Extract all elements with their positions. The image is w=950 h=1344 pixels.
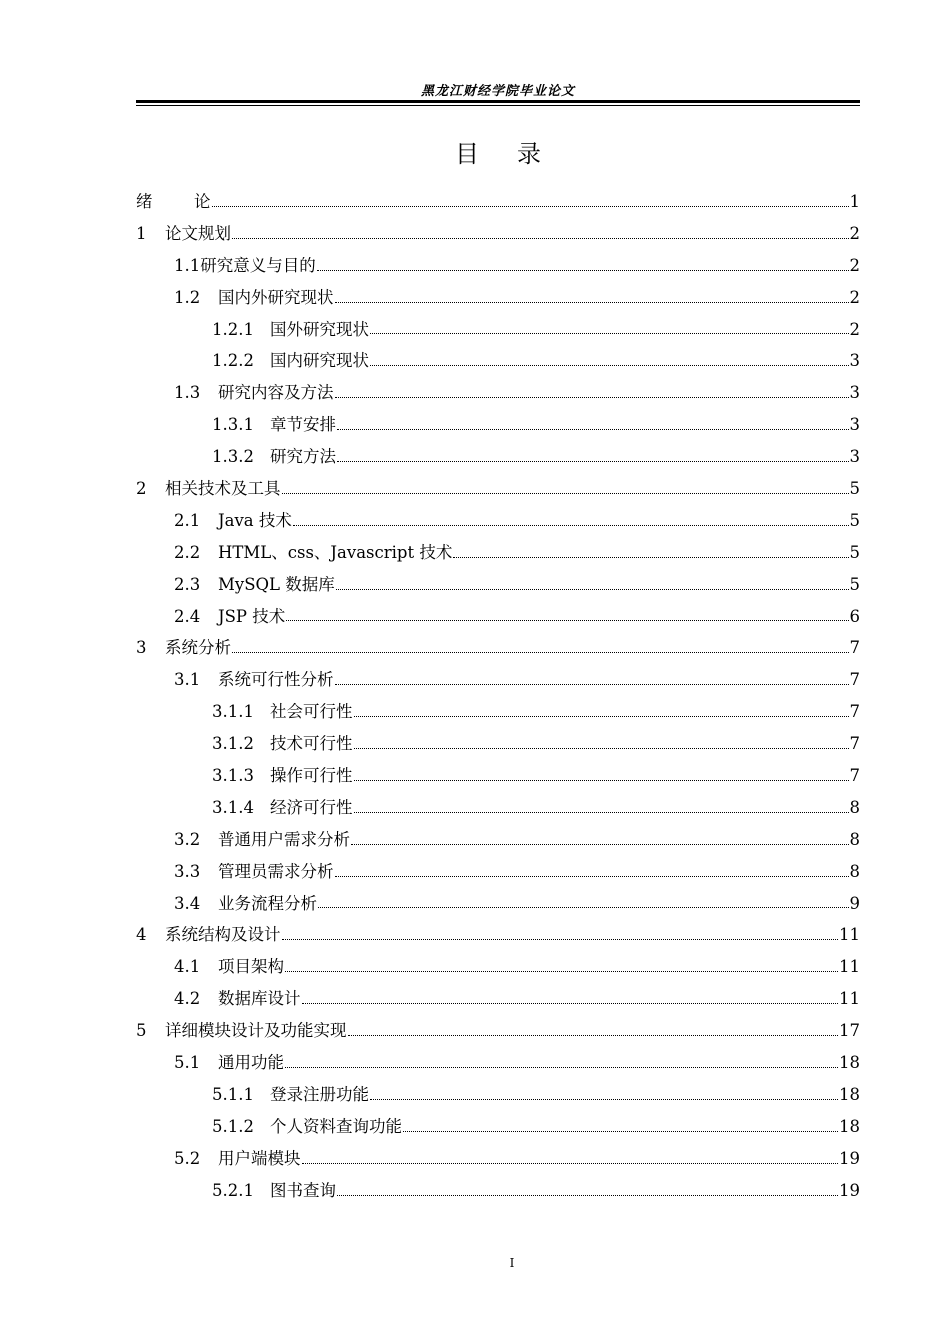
toc-entry[interactable] xyxy=(136,698,860,730)
toc-entry-number: 1.2 xyxy=(174,287,201,307)
toc-entry-title: 国外研究现状 xyxy=(270,319,369,339)
toc-entry-title: 业务流程分析 xyxy=(218,893,317,913)
toc-entry[interactable] xyxy=(136,316,860,348)
dot-leader xyxy=(285,1066,838,1068)
toc-entry-page: 7 xyxy=(849,766,860,786)
toc-entry-page: 5 xyxy=(849,542,860,562)
toc-entry-number: 5 xyxy=(136,1021,147,1041)
toc-entry-number: 1.2.2 xyxy=(212,351,254,371)
toc-entry-page: 18 xyxy=(839,1116,860,1136)
toc-entry-title: 普通用户需求分析 xyxy=(218,829,350,849)
toc-entry-title: 社会可行性 xyxy=(270,702,353,722)
toc-entry[interactable] xyxy=(136,1081,860,1113)
toc-entry-number: 绪 xyxy=(136,192,153,211)
toc-entry-title: Java 技术 xyxy=(218,510,292,530)
dot-leader xyxy=(348,1034,839,1036)
toc-entry-page: 8 xyxy=(849,861,860,881)
dot-leader xyxy=(285,970,838,972)
dot-leader xyxy=(337,1194,838,1196)
toc-entry-title: 数据库设计 xyxy=(218,989,301,1009)
toc-entry-title: 系统分析 xyxy=(165,638,231,658)
dot-leader xyxy=(282,492,849,494)
toc-entry[interactable] xyxy=(136,730,860,762)
header-rule-thin xyxy=(136,105,860,106)
toc-entry-page: 19 xyxy=(839,1180,860,1200)
toc-entry[interactable] xyxy=(136,1113,860,1145)
toc-entry[interactable] xyxy=(136,284,860,316)
toc-entry[interactable] xyxy=(136,794,860,826)
toc-entry-number: 2.2 xyxy=(174,542,201,562)
toc-entry-page: 19 xyxy=(839,1148,860,1168)
toc-entry-page: 5 xyxy=(849,479,860,499)
dot-leader xyxy=(302,1002,839,1004)
toc-entry-page: 5 xyxy=(849,574,860,594)
toc-entry-page: 3 xyxy=(849,415,860,435)
dot-leader xyxy=(403,1130,838,1132)
toc-entry-number: 1.3 xyxy=(174,383,201,403)
toc-entry-title: 国内外研究现状 xyxy=(218,287,334,307)
toc-entry-page: 6 xyxy=(849,606,860,626)
toc-entry-page: 11 xyxy=(839,925,860,945)
dot-leader xyxy=(337,428,849,430)
toc-entry[interactable] xyxy=(136,571,860,603)
toc-entry[interactable] xyxy=(136,1177,860,1209)
toc-entry-number: 5.1.1 xyxy=(212,1084,254,1104)
toc-entry-title: 相关技术及工具 xyxy=(165,479,281,499)
toc-entry-page: 11 xyxy=(839,957,860,977)
toc-entry-title: 研究内容及方法 xyxy=(218,383,334,403)
toc-entry-number: 2 xyxy=(136,479,147,499)
table-of-contents xyxy=(136,188,860,1209)
page-number: I xyxy=(509,1256,515,1270)
toc-entry-title: 操作可行性 xyxy=(270,766,353,786)
toc-entry[interactable] xyxy=(136,826,860,858)
toc-entry-title: 详细模块设计及功能实现 xyxy=(165,1021,347,1041)
toc-entry-page: 8 xyxy=(849,797,860,817)
toc-entry-page: 7 xyxy=(849,702,860,722)
toc-entry-number: 3 xyxy=(136,638,147,658)
toc-title-char-1: 目 xyxy=(455,140,479,168)
toc-entry-page: 7 xyxy=(849,638,860,658)
toc-entry-title: 技术可行性 xyxy=(270,734,353,754)
dot-leader xyxy=(370,332,849,334)
toc-entry-title: 系统可行性分析 xyxy=(218,670,334,690)
toc-entry-number: 3.1.4 xyxy=(212,797,254,817)
toc-entry-number: 2.1 xyxy=(174,510,201,530)
toc-entry-page: 3 xyxy=(849,447,860,467)
toc-entry-number: 3.1 xyxy=(174,670,201,690)
toc-entry-number: 1.2.1 xyxy=(212,319,254,339)
toc-entry[interactable] xyxy=(136,443,860,475)
toc-entry[interactable] xyxy=(136,252,860,284)
toc-entry-title: 章节安排 xyxy=(270,415,336,435)
toc-entry-number: 1.1 xyxy=(174,255,201,275)
toc-title-char-2: 录 xyxy=(517,140,541,168)
toc-entry[interactable] xyxy=(136,220,860,252)
toc-entry-title: 研究意义与目的 xyxy=(200,255,316,275)
dot-leader xyxy=(335,683,849,685)
toc-entry-title: 用户端模块 xyxy=(218,1148,301,1168)
toc-entry-page: 18 xyxy=(839,1084,860,1104)
toc-entry-page: 9 xyxy=(849,893,860,913)
toc-entry-page: 7 xyxy=(849,670,860,690)
toc-entry-number: 3.1.3 xyxy=(212,766,254,786)
dot-leader xyxy=(336,588,849,590)
toc-entry[interactable] xyxy=(136,858,860,890)
toc-entry-title: 国内研究现状 xyxy=(270,351,369,371)
toc-entry-page: 2 xyxy=(849,223,860,243)
dot-leader xyxy=(302,1162,839,1164)
toc-entry-title: MySQL 数据库 xyxy=(218,574,335,594)
toc-entry-title: 项目架构 xyxy=(218,957,284,977)
toc-entry-title: 登录注册功能 xyxy=(270,1084,369,1104)
toc-entry[interactable] xyxy=(136,507,860,539)
dot-leader xyxy=(335,875,849,877)
toc-entry[interactable] xyxy=(136,411,860,443)
toc-entry[interactable] xyxy=(136,539,860,571)
toc-entry-number: 4 xyxy=(136,925,147,945)
toc-entry-number: 1 xyxy=(136,223,147,243)
toc-entry-page: 3 xyxy=(849,351,860,371)
toc-entry-page: 2 xyxy=(849,319,860,339)
toc-entry[interactable] xyxy=(136,634,860,666)
toc-entry-page: 18 xyxy=(839,1053,860,1073)
toc-entry[interactable] xyxy=(136,379,860,411)
toc-entry-title: 论 xyxy=(194,192,211,211)
dot-leader xyxy=(282,938,839,940)
toc-entry-title: 经济可行性 xyxy=(270,797,353,817)
dot-leader xyxy=(335,396,849,398)
toc-entry-number: 2.4 xyxy=(174,606,201,626)
toc-entry-title: 管理员需求分析 xyxy=(218,861,334,881)
toc-entry-number: 5.2.1 xyxy=(212,1180,254,1200)
toc-entry[interactable] xyxy=(136,1145,860,1177)
header-rule-thick xyxy=(136,100,860,103)
toc-entry[interactable] xyxy=(136,762,860,794)
toc-entry-title: 通用功能 xyxy=(218,1053,284,1073)
toc-entry[interactable] xyxy=(136,1049,860,1081)
toc-entry-title: 论文规划 xyxy=(165,223,231,243)
toc-entry-page: 8 xyxy=(849,829,860,849)
dot-leader xyxy=(370,1098,838,1100)
toc-entry-number: 4.2 xyxy=(174,989,201,1009)
dot-leader xyxy=(337,460,849,462)
toc-entry-number: 1.3.2 xyxy=(212,447,254,467)
dot-leader xyxy=(335,301,849,303)
toc-entry-page: 17 xyxy=(839,1021,860,1041)
toc-entry-title: 个人资料查询功能 xyxy=(270,1116,402,1136)
toc-entry[interactable] xyxy=(136,890,860,922)
toc-entry-page: 3 xyxy=(849,383,860,403)
dot-leader xyxy=(354,715,849,717)
dot-leader xyxy=(354,747,849,749)
toc-entry-title: JSP 技术 xyxy=(218,606,286,626)
toc-entry[interactable] xyxy=(136,666,860,698)
dot-leader xyxy=(318,906,849,908)
toc-entry-number: 5.1.2 xyxy=(212,1116,254,1136)
dot-leader xyxy=(232,651,849,653)
toc-entry-title: 系统结构及设计 xyxy=(165,925,281,945)
toc-entry[interactable] xyxy=(136,603,860,635)
running-header: 黑龙江财经学院毕业论文 xyxy=(420,84,575,99)
toc-entry[interactable] xyxy=(136,985,860,1017)
toc-entry[interactable] xyxy=(136,347,860,379)
toc-entry-page: 1 xyxy=(849,192,860,211)
dot-leader xyxy=(317,269,849,271)
dot-leader xyxy=(286,619,848,621)
dot-leader xyxy=(232,237,849,239)
toc-entry-number: 3.1.1 xyxy=(212,702,254,722)
toc-entry-number: 2.3 xyxy=(174,574,201,594)
dot-leader xyxy=(370,364,849,366)
dot-leader xyxy=(293,524,849,526)
toc-entry[interactable] xyxy=(136,953,860,985)
dot-leader xyxy=(351,843,849,845)
toc-entry-title: HTML、css、Javascript 技术 xyxy=(218,542,453,562)
toc-entry-number: 3.4 xyxy=(174,893,201,913)
toc-entry-number: 5.1 xyxy=(174,1053,201,1073)
toc-entry-page: 5 xyxy=(849,510,860,530)
toc-entry-page: 7 xyxy=(849,734,860,754)
toc-entry-title: 研究方法 xyxy=(270,447,336,467)
toc-entry-page: 2 xyxy=(849,255,860,275)
toc-entry-number: 3.2 xyxy=(174,829,201,849)
toc-entry-number: 1.3.1 xyxy=(212,415,254,435)
toc-entry-number: 4.1 xyxy=(174,957,201,977)
toc-entry-page: 11 xyxy=(839,989,860,1009)
toc-entry[interactable] xyxy=(136,1017,860,1049)
toc-entry-title: 图书查询 xyxy=(270,1180,336,1200)
toc-entry[interactable] xyxy=(136,188,860,220)
toc-entry[interactable] xyxy=(136,921,860,953)
toc-entry-number: 3.1.2 xyxy=(212,734,254,754)
dot-leader xyxy=(212,205,849,207)
toc-entry-page: 2 xyxy=(849,287,860,307)
dot-leader xyxy=(354,811,849,813)
dot-leader xyxy=(453,556,848,558)
toc-entry-number: 5.2 xyxy=(174,1148,201,1168)
toc-entry-number: 3.3 xyxy=(174,861,201,881)
dot-leader xyxy=(354,779,849,781)
toc-title xyxy=(136,134,860,169)
toc-entry[interactable] xyxy=(136,475,860,507)
